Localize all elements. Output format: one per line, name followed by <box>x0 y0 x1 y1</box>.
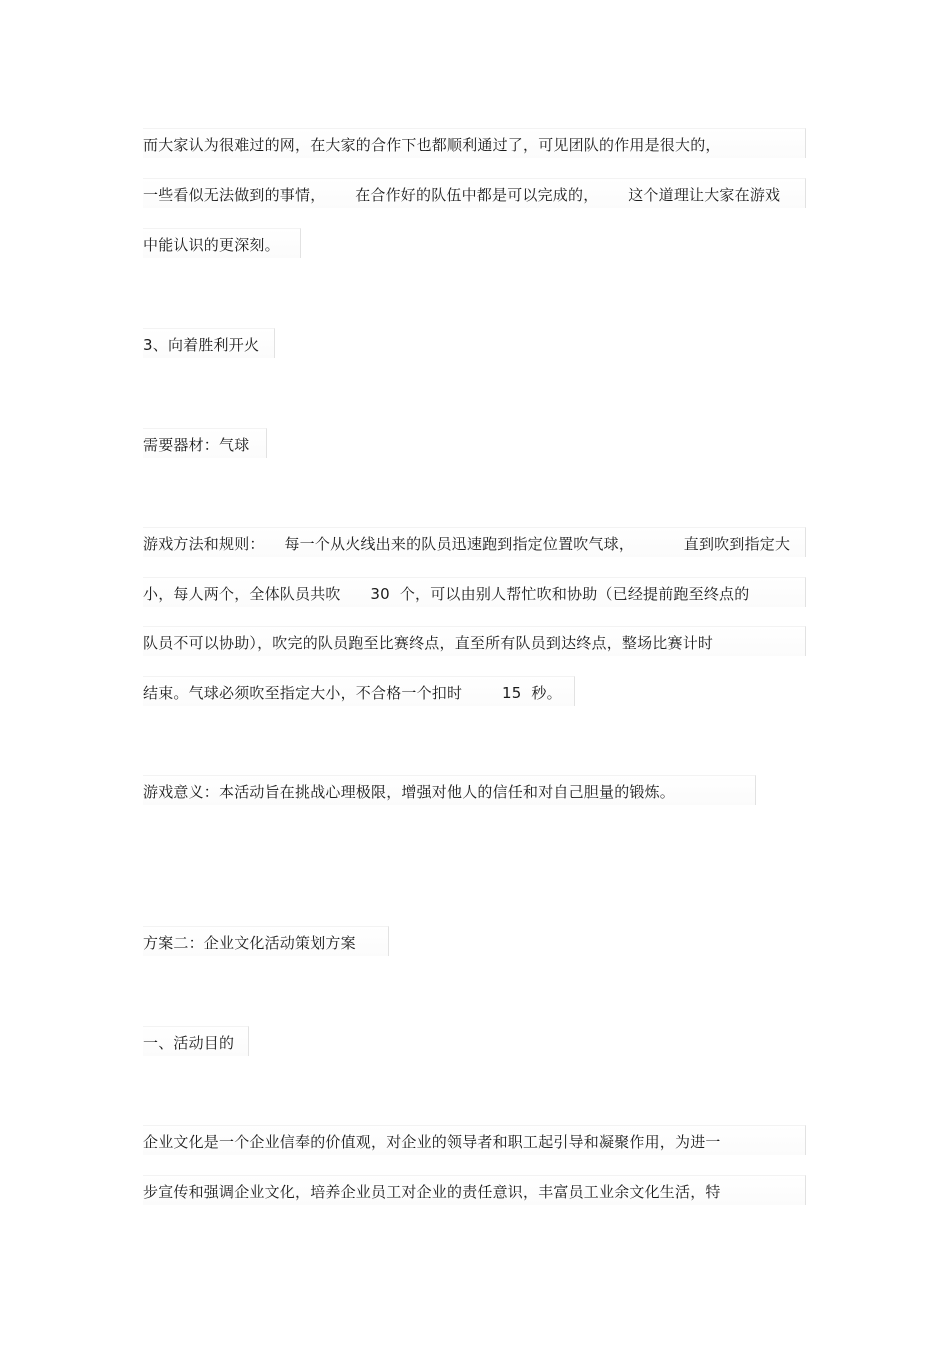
paragraph-line-1: 而大家认为很难过的网，在大家的合作下也都顺利通过了，可见团队的作用是很大的， <box>143 128 806 158</box>
paragraph-line-2: 一些看似无法做到的事情， 在合作好的队伍中都是可以完成的， 这个道理让大家在游戏 <box>143 178 806 208</box>
paragraph-line-3: 中能认识的更深刻。 <box>143 228 301 258</box>
section-heading-3: 3、向着胜利开火 <box>143 328 275 358</box>
rules-line-3: 队员不可以协助），吹完的队员跑至比赛终点，直至所有队员到达终点，整场比赛计时 <box>143 626 806 656</box>
rules-line-1: 游戏方法和规则： 每一个从火线出来的队员迅速跑到指定位置吹气球， 直到吹到指定大 <box>143 527 806 557</box>
game-meaning-line: 游戏意义：本活动旨在挑战心理极限，增强对他人的信任和对自己胆量的锻炼。 <box>143 775 756 805</box>
purpose-line-2: 步宣传和强调企业文化，培养企业员工对企业的责任意识，丰富员工业余文化生活，特 <box>143 1175 806 1205</box>
equipment-line: 需要器材：气球 <box>143 428 267 458</box>
plan-two-title: 方案二：企业文化活动策划方案 <box>143 926 389 956</box>
rules-line-2: 小，每人两个，全体队员共吹 30 个，可以由别人帮忙吹和协助（已经提前跑至终点的 <box>143 577 806 607</box>
rules-line-4: 结束。气球必须吹至指定大小，不合格一个扣时 15 秒。 <box>143 676 575 706</box>
purpose-line-1: 企业文化是一个企业信奉的价值观，对企业的领导者和职工起引导和凝聚作用，为进一 <box>143 1125 806 1155</box>
activity-purpose-heading: 一、活动目的 <box>143 1026 249 1056</box>
